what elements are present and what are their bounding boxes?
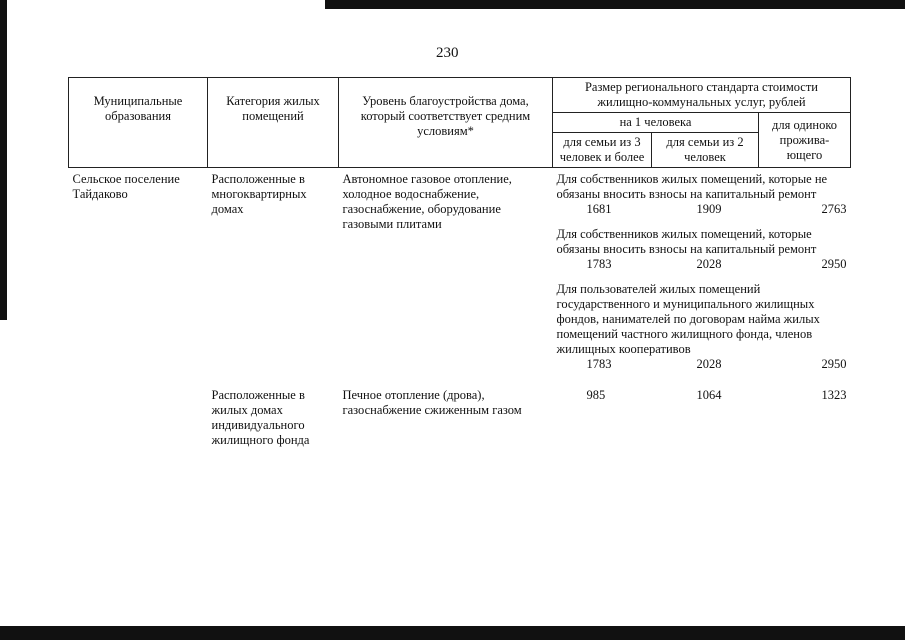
header-single-label: для одиноко прожива-ющего — [771, 117, 838, 162]
value-block — [557, 227, 847, 272]
header-category — [208, 78, 339, 168]
scan-top-bar — [325, 0, 905, 9]
block-title: Для собственников жилых помещений, которые обязаны вносить взносы на капитальный ремонт — [556, 227, 817, 256]
value-block — [557, 282, 847, 372]
scan-bottom-bar — [0, 626, 905, 640]
value-family2: 2028 — [696, 357, 722, 371]
value-family3: 1681 — [586, 202, 612, 216]
municipality-cell: Сельское поселение Тайдаково — [72, 172, 180, 201]
header-per-person-label: на 1 человека — [619, 115, 692, 129]
value-block — [557, 172, 847, 217]
level-cell: Печное отопление (дрова), газоснабжение сжиженным газом — [342, 388, 522, 417]
value-family2: 1909 — [696, 202, 722, 216]
value-family2: 1064 — [696, 388, 722, 402]
header-single — [759, 113, 851, 168]
header-family2 — [652, 133, 759, 168]
header-family3-label: для семьи из 3 человек и более — [559, 135, 645, 164]
block-title: Для пользователей жилых помещений государственного и муниципального жилищных фондов, нанимателей по договорам найма жилых помещений частного жилищного фонда, членов жилищных кооперативов — [556, 282, 820, 356]
header-level-label: Уровень благоустройства дома, который соответствует средним условиям* — [360, 94, 531, 138]
header-standard-group — [553, 78, 851, 113]
municipality-cell-empty — [69, 374, 208, 450]
value-family2: 2028 — [696, 257, 722, 271]
scan-left-edge — [0, 0, 7, 320]
value-family3: 985 — [586, 388, 606, 402]
category-cell: Расположенные в многоквартирных домах — [211, 172, 307, 216]
value-single: 2763 — [821, 202, 847, 216]
category-cell: Расположенные в жилых домах индивидуального жилищного фонда — [211, 388, 310, 447]
header-standard-group-label: Размер регионального стандарта стоимости жилищно-коммунальных услуг, рублей — [584, 80, 818, 109]
value-single: 2950 — [821, 257, 847, 271]
block-title: Для собственников жилых помещений, которые не обязаны вносить взносы на капитальный ремонт — [556, 172, 828, 201]
table-row — [69, 374, 851, 450]
header-family3 — [553, 133, 652, 168]
level-cell: Автономное газовое отопление, холодное водоснабжение, газоснабжение, оборудование газовыми плитами — [342, 172, 512, 231]
table-row — [69, 168, 851, 375]
header-per-person — [553, 113, 759, 133]
value-row — [557, 202, 847, 217]
header-category-label: Категория жилых помещений — [226, 94, 320, 123]
page-number: 230 — [436, 45, 459, 61]
header-municipality — [69, 78, 208, 168]
value-single: 2950 — [821, 357, 847, 371]
values-cell — [553, 168, 851, 375]
value-family3: 1783 — [586, 357, 612, 371]
value-row — [557, 388, 847, 403]
header-level — [339, 78, 553, 168]
value-single: 1323 — [821, 388, 847, 402]
value-row — [557, 357, 847, 372]
tariff-table — [68, 77, 851, 450]
value-family3: 1783 — [586, 257, 612, 271]
header-municipality-label: Муниципальные образования — [93, 94, 183, 123]
values-cell — [553, 374, 851, 450]
header-family2-label: для семьи из 2 человек — [666, 135, 744, 164]
value-row — [557, 257, 847, 272]
